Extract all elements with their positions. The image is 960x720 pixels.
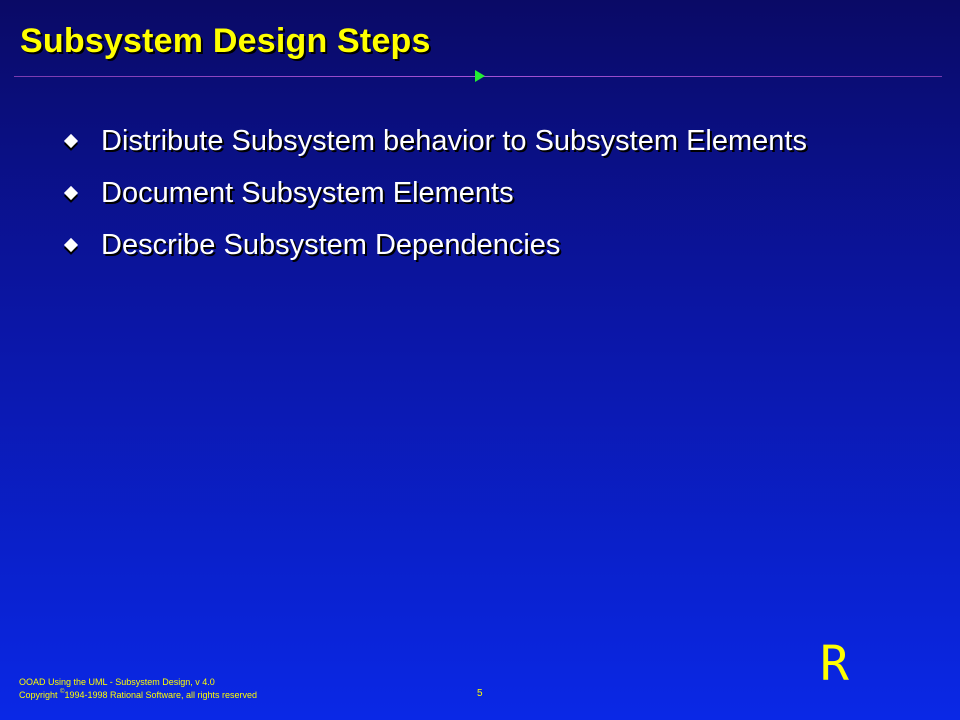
page-number: 5 xyxy=(477,688,483,699)
diamond-bullet-icon xyxy=(64,134,78,148)
bullet-text: Describe Subsystem Dependencies xyxy=(101,228,561,261)
diamond-bullet-icon xyxy=(64,186,78,200)
bullet-text: Document Subsystem Elements xyxy=(101,176,514,209)
triangle-right-icon xyxy=(475,70,485,82)
bullet-item xyxy=(62,115,807,167)
bullet-item xyxy=(62,167,807,219)
bullet-text: Distribute Subsystem behavior to Subsystem Elements xyxy=(101,124,807,157)
copyright-prefix: Copyright xyxy=(19,690,61,700)
diamond-bullet-icon xyxy=(64,238,78,252)
slide-title: Subsystem Design Steps xyxy=(20,22,431,60)
bullet-list xyxy=(62,115,807,271)
copyright-symbol: © xyxy=(60,689,65,695)
rational-logo: R xyxy=(820,636,849,692)
bullet-item xyxy=(62,219,807,271)
footer-copyright xyxy=(19,690,257,700)
footer-course-title: OOAD Using the UML - Subsystem Design, v 4.0 xyxy=(19,677,215,687)
copyright-text: 1994-1998 Rational Software, all rights reserved xyxy=(64,690,258,700)
